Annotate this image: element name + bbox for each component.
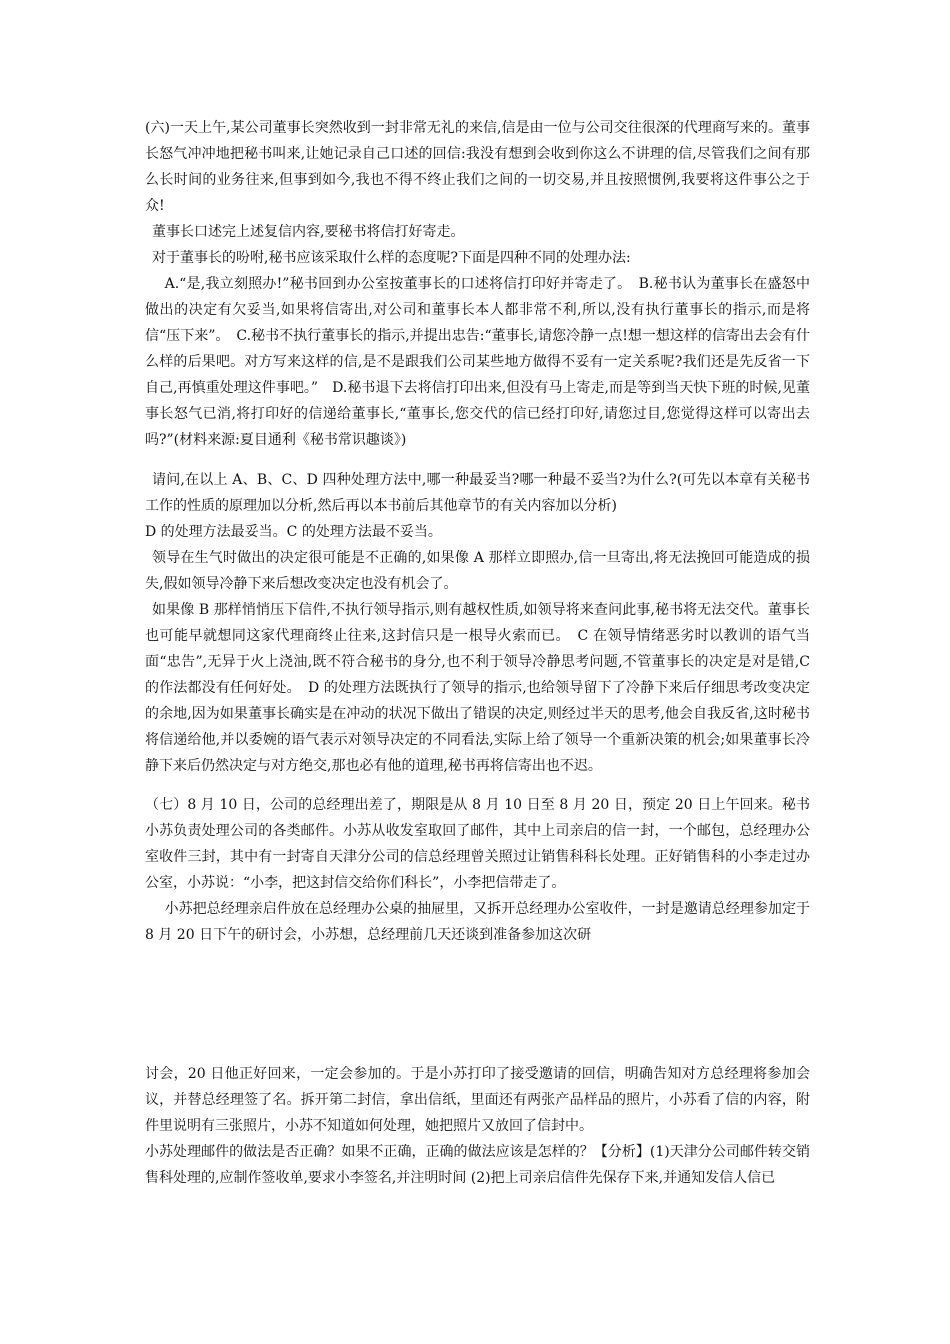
case-6-answer: D 的处理方法最妥当。C 的处理方法最不妥当。 bbox=[145, 524, 442, 540]
case-7-question-analysis: 小苏处理邮件的做法是否正确？如果不正确，正确的做法应该是怎样的？【分析】(1)天津分公司邮件转交销售科处理的,应制作签收单,要求小李签名,并注明时间 (2)把上司亲启信件先保存下来,并通知发信人信已 bbox=[145, 1144, 810, 1186]
case-6-instruction: 董事长口述完上述复信内容,要秘书将信打好寄走。 bbox=[152, 224, 465, 240]
case-6-options: A.“是,我立刻照办!”秘书回到办公室按董事长的口述将信打印好并寄走了。 B.秘书认为董事长在盛怒中做出的决定有欠妥当,如果将信寄出,对公司和董事长本人都非常不利,所以,没有执行董事长的指示,而是将信“压下来”。 C.秘书不执行董事长的指示,并提出忠告:“董事长,请您冷静一点!想一想这样的信寄出去会有什么样的后果吧。对方写来这样的信,是不是跟我们公司某些地方做得不妥有一定关系呢?我们还是先反省一下自己,再慎重处理这件事吧。” D.秘书退下去将信打印出来,但没有马上寄走,而是等到当天快下班的时候,见董事长怒气已消,将打印好的信递给董事长,“董事长,您交代的信已经打印好,请您过目,您觉得这样可以寄出去吗?”(材料来源:夏目通利《秘书常识趣谈》) bbox=[145, 276, 810, 448]
case-6-intro: (六)一天上午,某公司董事长突然收到一封非常无礼的来信,信是由一位与公司交往很深的代理商写来的。董事长怒气冲冲地把秘书叫来,让她记录自己口述的回信:我没有想到会收到你这么不讲理的信,尽管我们之间有那么长时间的业务往来,但事到如今,我也不得不终止我们之间的一切交易,并且按照惯例,我要将这件事公之于众! bbox=[145, 120, 810, 214]
case-7-intro: （七）8 月 10 日，公司的总经理出差了，期限是从 8 月 10 日至 8 月 20 日，预定 20 日上午回来。秘书小苏负责处理公司的各类邮件。小苏从收发室取回了邮件，其中上司亲启的信一封，一个邮包，总经理办公室收件三封，其中有一封寄自天津分公司的信总经理曾关照过让销售科科长处理。正好销售科的小李走过办公室，小苏说：“小李，把这封信交给你们科长”，小李把信带走了。 bbox=[145, 797, 810, 891]
case-7-continued-text: 讨会，20 日他正好回来，一定会参加的。于是小苏打印了接受邀请的回信，明确告知对方总经理将参加会议，并替总经理签了名。拆开第二封信，拿出信纸，里面还有两张产品样品的照片，小苏看了信的内容，附件里说明有三张照片，小苏不知道如何处理，她把照片又放回了信封中。 bbox=[145, 1066, 810, 1134]
case-6-prompt: 对于董事长的吩咐,秘书应该采取什么样的态度呢?下面是四种不同的处理办法: bbox=[152, 250, 631, 266]
section-6-discussion bbox=[145, 467, 810, 779]
section-7-continued bbox=[145, 1061, 810, 1191]
section-7-case bbox=[145, 792, 810, 948]
case-6-analysis-bcd: 如果像 B 那样悄悄压下信件,不执行领导指示,则有越权性质,如领导将来查问此事,秘书将无法交代。董事长也可能早就想同这家代理商终止往来,这封信只是一根导火索而已。 C 在领导情绪恶劣时以教训的语气当面“忠告”,无异于火上浇油,既不符合秘书的身分,也不利于领导冷静思考问题,不管董事长的决定是对是错,C 的作法都没有任何好处。 D 的处理方法既执行了领导的指示,也给领导留下了冷静下来后仔细思考改变决定的余地,因为如果董事长确实是在冲动的状况下做出了错误的决定,则经过半天的思考,他会自我反省,这时秘书将信递给他,并以委婉的语气表示对领导决定的不同看法,实际上给了领导一个重新决策的机会;如果董事长冷静下来后仍然决定与对方绝交,那也必有他的道理,秘书再将信寄出也不迟。 bbox=[145, 602, 810, 774]
case-6-analysis-a: 领导在生气时做出的决定很可能是不正确的,如果像 A 那样立即照办,信一旦寄出,将无法挽回可能造成的损失,假如领导冷静下来后想改变决定也没有机会了。 bbox=[145, 550, 810, 592]
case-6-question: 请问,在以上 A、B、C、D 四种处理方法中,哪一种最妥当?哪一种最不妥当?为什么?(可先以本章有关秘书工作的性质的原理加以分析,然后再以本书前后其他章节的有关内容加以分析) bbox=[145, 472, 810, 514]
case-7-mail-handling: 小苏把总经理亲启件放在总经理办公桌的抽屉里，又拆开总经理办公室收件，一封是邀请总经理参加定于 8 月 20 日下午的研讨会，小苏想，总经理前几天还谈到准备参加这次研 bbox=[145, 901, 810, 943]
section-6-case bbox=[145, 115, 810, 453]
